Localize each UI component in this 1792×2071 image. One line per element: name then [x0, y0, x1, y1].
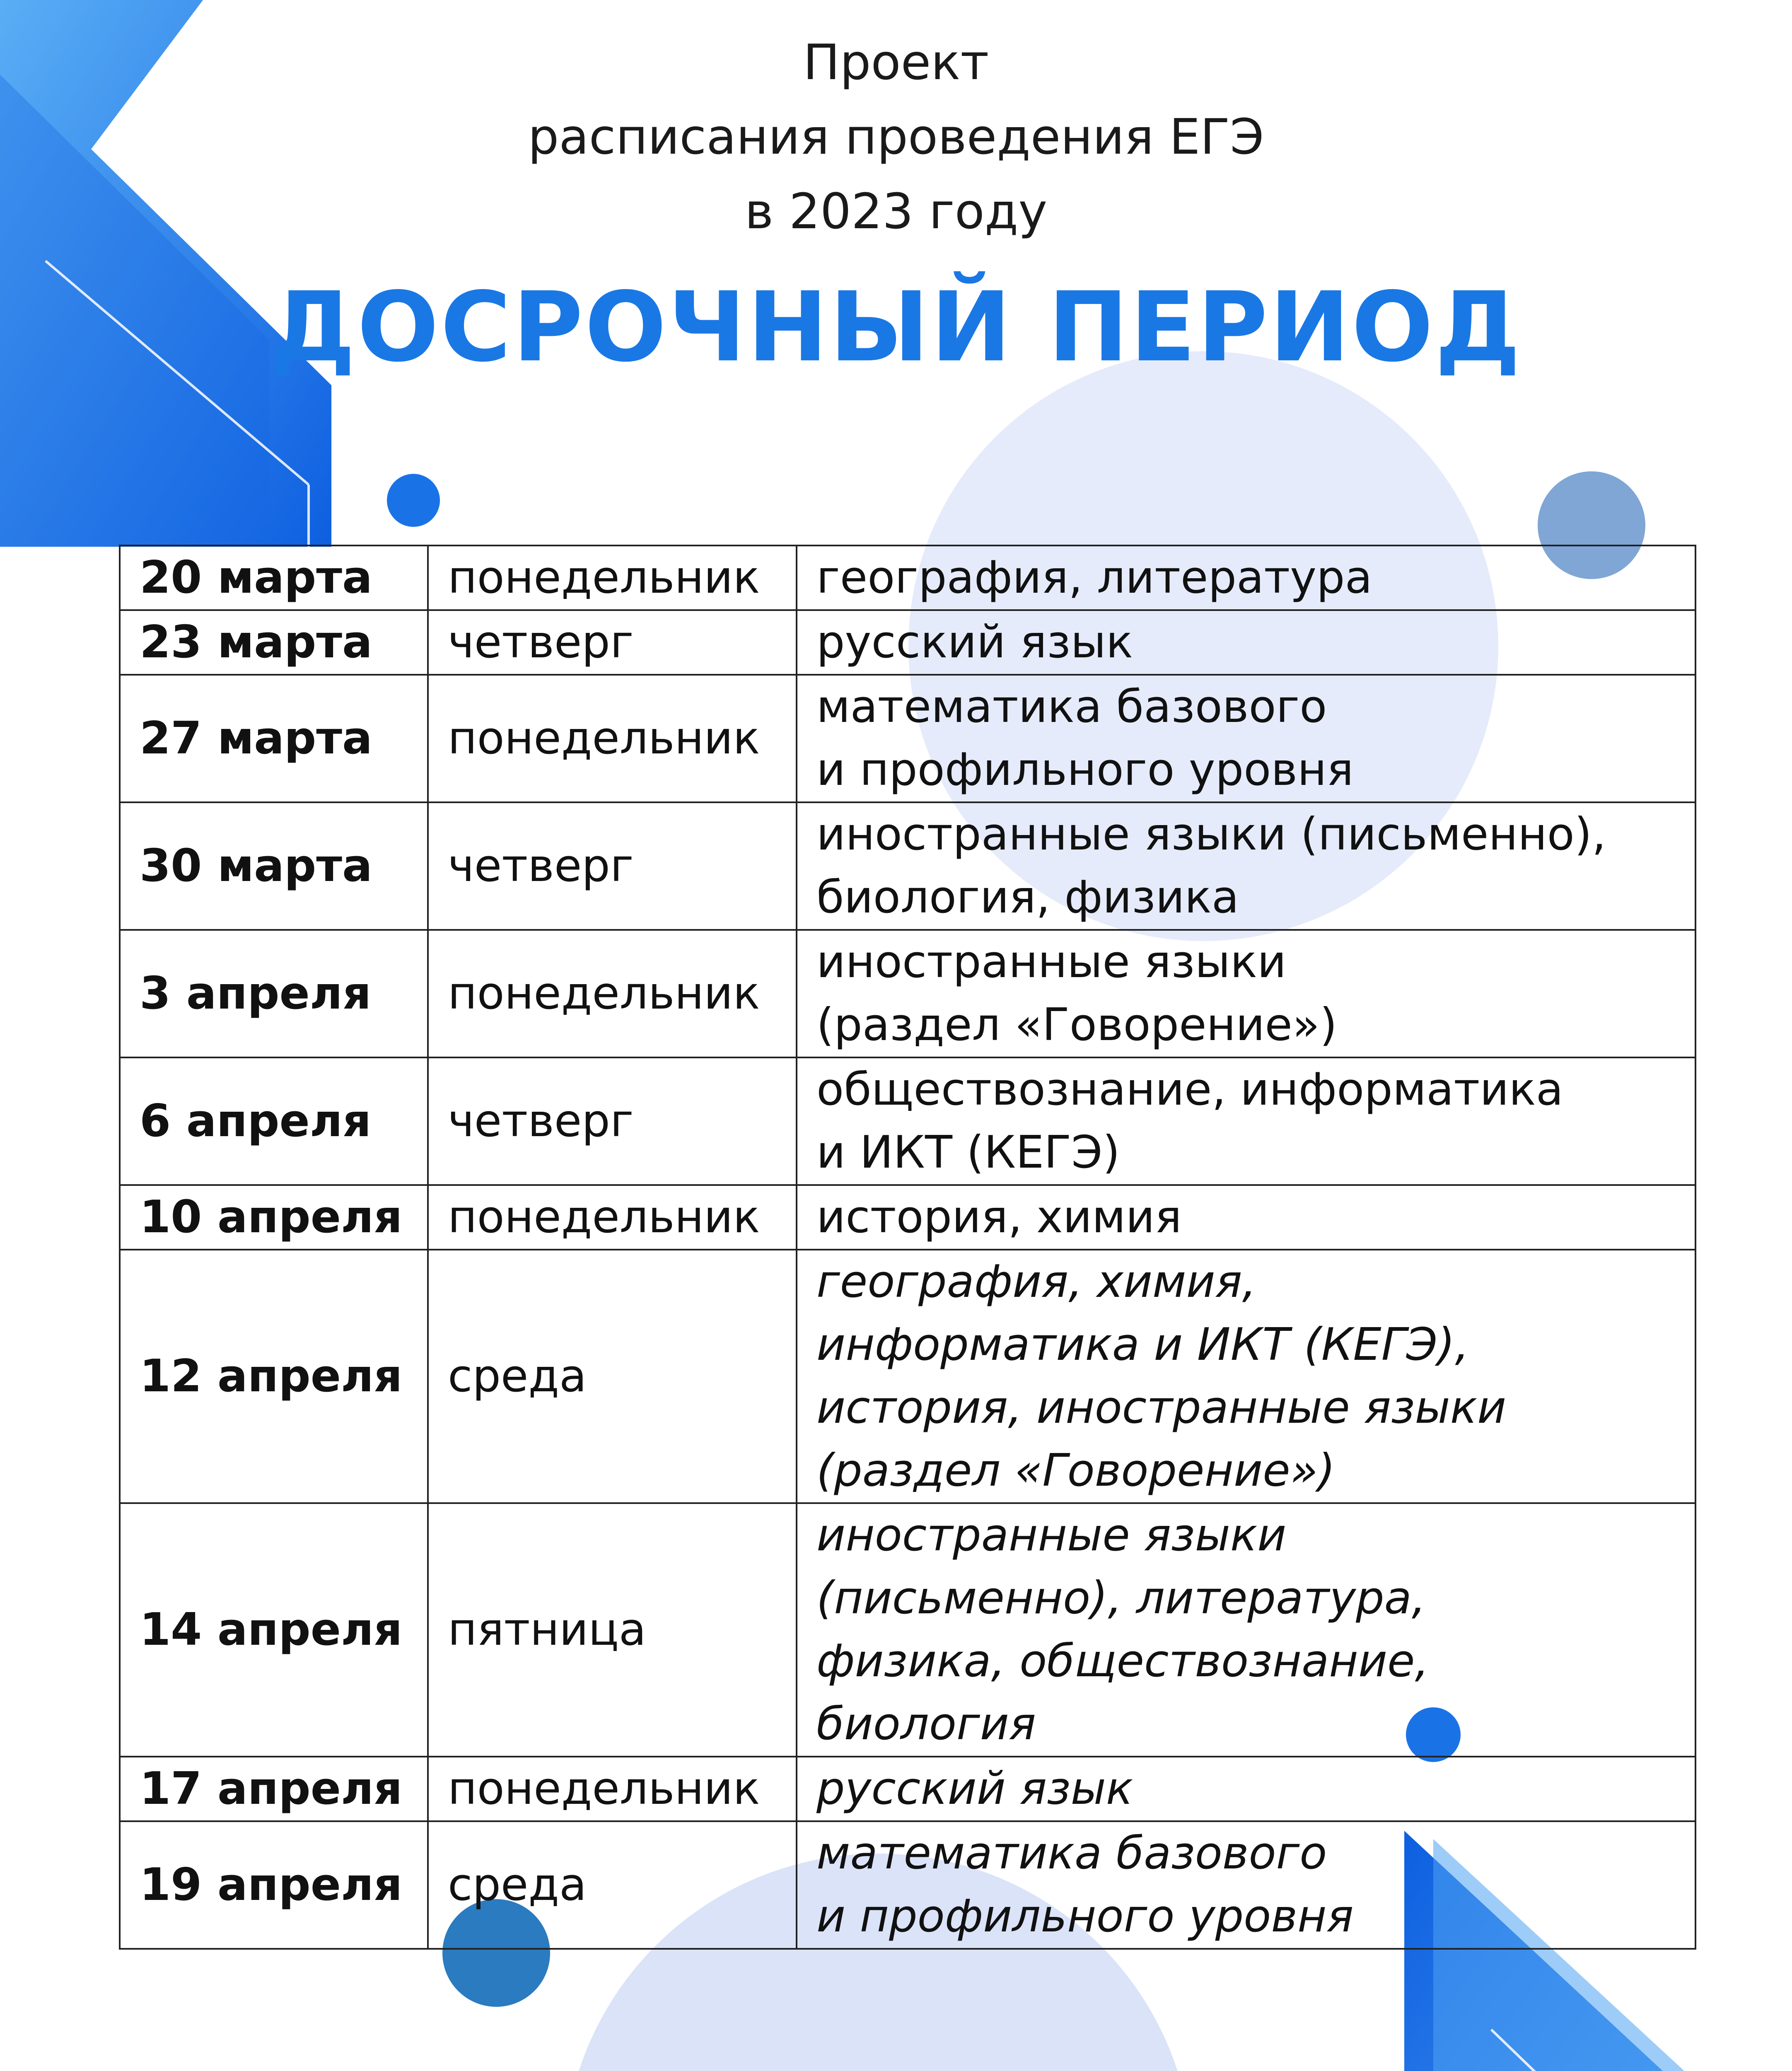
- subjects-cell: русский язык: [797, 1757, 1695, 1821]
- date-cell: 19 апреля: [120, 1821, 428, 1949]
- date-cell: 14 апреля: [120, 1503, 428, 1757]
- table-row: [120, 1757, 1695, 1821]
- date-cell: 20 марта: [120, 546, 428, 610]
- weekday-cell: среда: [428, 1821, 797, 1949]
- date-cell: 10 апреля: [120, 1185, 428, 1250]
- subtitle-line-3: в 2023 году: [744, 183, 1048, 240]
- subjects-cell: география, химия, информатика и ИКТ (КЕГЭ), история, иностранные языки (раздел «Говорение»): [797, 1250, 1695, 1503]
- date-cell: 27 марта: [120, 675, 428, 802]
- weekday-cell: понедельник: [428, 546, 797, 610]
- date-cell: 6 апреля: [120, 1057, 428, 1185]
- subjects-cell: русский язык: [797, 610, 1695, 675]
- weekday-cell: четверг: [428, 1057, 797, 1185]
- weekday-cell: четверг: [428, 802, 797, 930]
- table-row: [120, 1185, 1695, 1250]
- table-row: [120, 930, 1695, 1057]
- table-row: [120, 546, 1695, 610]
- table-row: [120, 610, 1695, 675]
- subjects-cell: иностранные языки (письменно), литература, физика, обществознание, биология: [797, 1503, 1695, 1757]
- table-row: [120, 675, 1695, 802]
- weekday-cell: понедельник: [428, 675, 797, 802]
- schedule-table: [119, 545, 1696, 1950]
- subjects-cell: обществознание, информатика и ИКТ (КЕГЭ): [797, 1057, 1695, 1185]
- table-row: [120, 1503, 1695, 1757]
- table-row: [120, 802, 1695, 930]
- subjects-cell: математика базового и профильного уровня: [797, 1821, 1695, 1949]
- subjects-cell: география, литература: [797, 546, 1695, 610]
- weekday-cell: среда: [428, 1250, 797, 1503]
- table-row: [120, 1821, 1695, 1949]
- date-cell: 3 апреля: [120, 930, 428, 1057]
- header: [0, 25, 1792, 389]
- weekday-cell: пятница: [428, 1503, 797, 1757]
- date-cell: 12 апреля: [120, 1250, 428, 1503]
- date-cell: 23 марта: [120, 610, 428, 675]
- date-cell: 30 марта: [120, 802, 428, 930]
- weekday-cell: понедельник: [428, 930, 797, 1057]
- table-row: [120, 1057, 1695, 1185]
- small-circle-blue-left: [387, 474, 440, 527]
- subjects-cell: история, химия: [797, 1185, 1695, 1250]
- subjects-cell: иностранные языки (раздел «Говорение»): [797, 930, 1695, 1057]
- page-title: ДОСРОЧНЫЙ ПЕРИОД: [270, 271, 1522, 383]
- date-cell: 17 апреля: [120, 1757, 428, 1821]
- weekday-cell: понедельник: [428, 1757, 797, 1821]
- subtitle-line-1: Проект: [803, 34, 989, 91]
- weekday-cell: четверг: [428, 610, 797, 675]
- subjects-cell: математика базового и профильного уровня: [797, 675, 1695, 802]
- subjects-cell: иностранные языки (письменно), биология, физика: [797, 802, 1695, 930]
- subtitle-line-2: расписания проведения ЕГЭ: [528, 108, 1264, 165]
- weekday-cell: понедельник: [428, 1185, 797, 1250]
- table-row: [120, 1250, 1695, 1503]
